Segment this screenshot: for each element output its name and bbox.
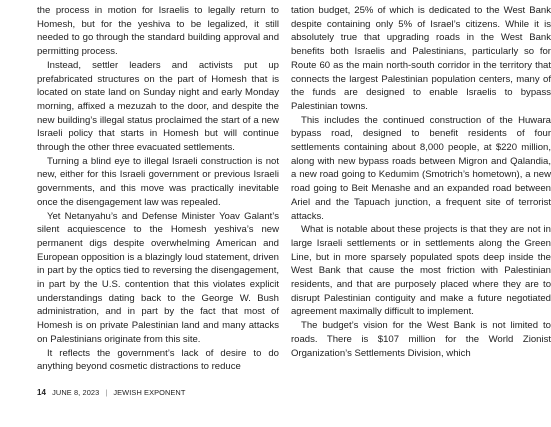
footer-separator: | [105,388,108,397]
paragraph: The budget’s vision for the West Bank is not limited to roads. There is $107 million for the World Zionist Organization’s Settlements Division, which [291,320,551,359]
page-number: 14 [37,388,47,397]
paragraph: What is notable about these projects is that they are not in large Israeli settlements or in settlements along the Green Line, but in more sparsely populated spots deep inside the West Bank that cause the most friction with Palestinian residents, and that are purposely placed where they are to disrupt Palestinian contiguity and make a future negotiated agreement maximally difficult to implement. [291,224,551,318]
paragraph: the process in motion for Israelis to legally return to Homesh, but for the yeshiva to be legalized, it still needed to go through the standard building approval and permitting process. [37,5,279,58]
paragraph: It reflects the government’s lack of desire to do anything beyond cosmetic distractions to reduce [37,347,279,373]
article-column-left [37,4,279,372]
paragraph: tation budget, 25% of which is dedicated to the West Bank despite containing only 5% of Israel’s citizens. While it is absolutely true that upgrading roads in the West Bank benefits both Israelis and Palestinians, particularly so for Route 60 as the main north-south corridor in the territory that connects the largest Palestinian population centers, many of the funds are designed to enable Israelis to bypass Palestinian towns. [291,5,551,112]
paragraph: Turning a blind eye to illegal Israeli construction is not new, either for this Israeli government or previous Israeli governments, and this move was practically inevitable once the disengagement law was repealed. [37,155,279,208]
paragraph: This includes the continued construction of the Huwara bypass road, designed to benefit residents of four settlements containing about 8,000 people, at $220 million, along with new bypass roads between Migron and Qalandia, a new road going to Kedumim (Smotrich’s hometown), a new road going to Beit Menashe and an expanded road between Ariel and the Tapuach junction, a frequent site of terrorist attacks. [291,114,551,222]
publication-name: JEWISH EXPONENT [113,388,186,397]
page-footer [37,388,186,397]
issue-date: JUNE 8, 2023 [52,388,100,397]
paragraph: Yet Netanyahu’s and Defense Minister Yoav Galant’s silent acquiescence to the Homesh yeshiva’s new permanent digs despite overwhelming American and European opposition is a blazingly loud statement, driven in part by the optics tied to reversing the disengagement, in part by the U.S. contention that this violates explicit understandings dating back to the George W. Bush administration, and in part by the fact that most of Homesh is on private Palestinian land and many attacks on Palestinians originate from this site. [37,210,279,345]
paragraph: Instead, settler leaders and activists put up prefabricated structures on the part of Homesh that is located on state land on Sunday night and early Monday morning, affixed a mezuzah to the door, and despite the new building’s illegal status proclaimed the start of a new Israeli policy that starts in Homesh but will continue through the other three evacuated settlements. [37,59,279,154]
article-column-right [291,4,551,372]
